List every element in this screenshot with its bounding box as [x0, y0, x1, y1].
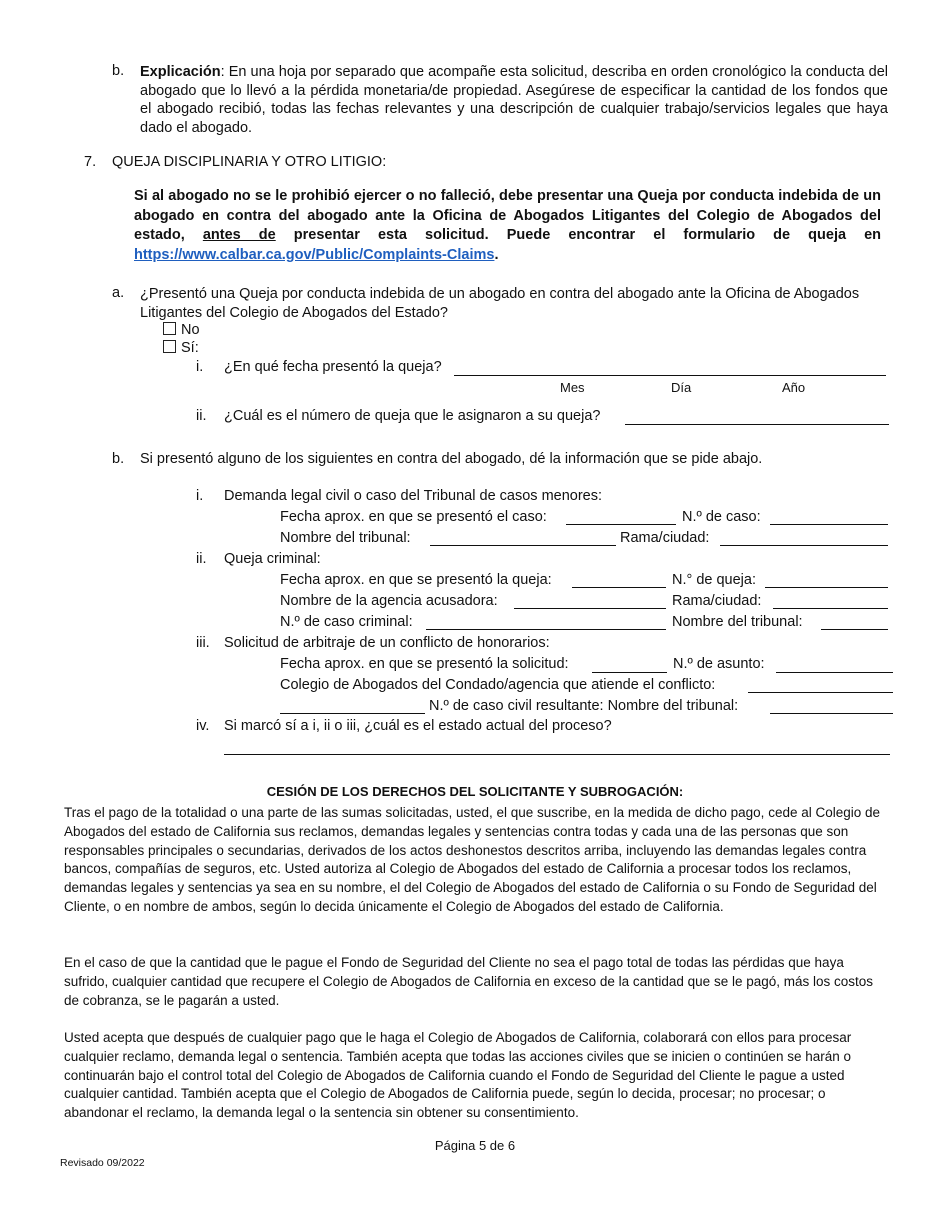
arbitration-date-field[interactable]: [592, 672, 667, 673]
criminal-complaint-field[interactable]: [765, 587, 888, 588]
item-marker: b.: [112, 451, 125, 467]
notice-text-2: presentar esta solicitud. Puede encontrar el formulario de queja en: [293, 227, 882, 243]
complaint-number-field[interactable]: [625, 424, 889, 425]
criminal-complaint-label: N.° de queja:: [672, 572, 756, 588]
item-marker: a.: [112, 285, 125, 301]
complaints-link[interactable]: https://www.calbar.ca.gov/Public/Complaints-Claims: [134, 246, 495, 263]
month-label: Mes: [560, 380, 585, 395]
matter-label: N.º de asunto:: [673, 656, 765, 672]
roman-marker: iii.: [196, 635, 210, 651]
roman-marker: iv.: [196, 718, 210, 734]
question-7b: Si presentó alguno de los siguientes en contra del abogado, dé la información que se pide abajo.: [140, 451, 763, 467]
assignment-paragraph-2: En el caso de que la cantidad que le pague el Fondo de Seguridad del Cliente no sea el pago total de todas las pérdidas que haya sufrido, cualquier cantidad que recupere el Colegio de Abogados de California en exceso de la cantidad que se le pagó, más los costos de cobranza, se le pagarán a usted.: [64, 955, 874, 1008]
criminal-date-label: Fecha aprox. en que se presentó la queja:: [280, 572, 552, 588]
assignment-paragraph-1: Tras el pago de la totalidad o una parte de las sumas solicitadas, usted, el que suscribe, en la medida de dicho pago, cede al Colegio de Abogados del estado de California sus reclamos, demandas legales y sentencias contra todas y cada una de las personas que son responsables principales o secundarias, derivados de los actos deshonestos descritos arriba, incluyendo las demandas legales contra bancos, compañías de seguros, etc. Usted autoriza al Colegio de Abogados del estado de California a procesar todos los reclamos, demandas legales y sentencias ya sea en su nombre, el del Colegio de Abogados del estado de California o su Fondo de Seguridad del Cliente, o en nombre de ambos, según lo decida únicamente el Colegio de Abogados del estado de California.: [64, 805, 881, 914]
explanation-text: : En una hoja por separado que acompañe esta solicitud, describa en orden cronológico la conducta del abogado que lo llevó a la pérdida monetaria/de propiedad. Asegúrese de especificar la cantidad de los fondos que el abogado recibió, todas las fechas relevantes y una descripción de cualquier trabajo/servicios legales que haya dado el abogado.: [140, 64, 888, 136]
yes-checkbox[interactable]: [163, 340, 176, 353]
criminal-court-field[interactable]: [821, 629, 888, 630]
notice-period: .: [494, 246, 499, 263]
criminal-title: Queja criminal:: [224, 551, 321, 567]
option-no-label: No: [181, 322, 200, 338]
civil-result-label: N.º de caso civil resultante: Nombre del tribunal:: [429, 698, 739, 714]
civil-date-label: Fecha aprox. en que se presentó el caso:: [280, 509, 547, 525]
assignment-title: CESIÓN DE LOS DERECHOS DEL SOLICITANTE Y SUBROGACIÓN:: [266, 784, 684, 799]
criminal-branch-label: Rama/ciudad:: [672, 593, 762, 609]
bar-complaint-notice: [134, 187, 881, 265]
explanation-paragraph: [140, 63, 888, 137]
civil-suit-title: Demanda legal civil o caso del Tribunal de casos menores:: [224, 488, 603, 504]
option-no[interactable]: [163, 322, 200, 338]
civil-branch-field[interactable]: [720, 545, 888, 546]
no-checkbox[interactable]: [163, 322, 176, 335]
notice-text: Si al abogado no se le prohibió ejercer o no falleció, debe presentar una Queja por conducta indebida de un abogado en contra del abogado ante la Oficina de Abogados Litigantes del Colegio de Abogados del estado,: [134, 188, 881, 243]
option-yes[interactable]: [163, 340, 199, 356]
civil-court-field[interactable]: [430, 545, 616, 546]
item-marker: b.: [112, 63, 125, 79]
roman-marker: i.: [196, 359, 204, 375]
roman-marker: ii.: [196, 408, 207, 424]
assignment-paragraph-3: Usted acepta que después de cualquier pago que le haga el Colegio de Abogados de California, colaborará con ellos para procesar cualquier reclamo, demanda legal o sentencia. También acepta que todas las acciones civiles que se inicien o continúen se harán o continuarán bajo el control total del Colegio de Abogados de California cuando el Fondo de Seguridad del Cliente le pague a usted cualquier cantidad. También acepta que el Colegio de Abogados de California puede, según lo decida, procesar; no procesar; o abandonar el reclamo, la demanda legal o la sentencia sin obtener su consentimiento.: [64, 1030, 852, 1121]
county-bar-field[interactable]: [748, 692, 893, 693]
civil-result-court-field[interactable]: [770, 713, 893, 714]
criminal-case-label: N.º de caso criminal:: [280, 614, 413, 630]
agency-field[interactable]: [514, 608, 666, 609]
agency-label: Nombre de la agencia acusadora:: [280, 593, 498, 609]
year-label: Año: [782, 380, 806, 395]
county-bar-label: Colegio de Abogados del Condado/agencia que atiende el conflicto:: [280, 677, 716, 693]
day-label: Día: [671, 380, 692, 395]
roman-marker: i.: [196, 488, 204, 504]
criminal-court-label: Nombre del tribunal:: [672, 614, 803, 630]
complaint-number-label: ¿Cuál es el número de queja que le asignaron a su queja?: [224, 408, 601, 424]
criminal-case-field[interactable]: [426, 629, 666, 630]
criminal-branch-field[interactable]: [773, 608, 888, 609]
question-7a: ¿Presentó una Queja por conducta indebida de un abogado en contra del abogado ante la Oficina de Abogados Litigantes del Colegio de Abogados del Estado?: [140, 286, 860, 321]
page-number: Página 5 de 6: [434, 1138, 516, 1153]
arbitration-title: Solicitud de arbitraje de un conflicto de honorarios:: [224, 635, 550, 651]
status-question: Si marcó sí a i, ii o iii, ¿cuál es el estado actual del proceso?: [224, 718, 612, 734]
notice-underlined: antes de: [202, 227, 276, 243]
complaint-date-label: ¿En qué fecha presentó la queja?: [224, 359, 442, 375]
section-heading: QUEJA DISCIPLINARIA Y OTRO LITIGIO:: [112, 154, 387, 170]
roman-marker: ii.: [196, 551, 207, 567]
matter-field[interactable]: [776, 672, 893, 673]
criminal-date-field[interactable]: [572, 587, 666, 588]
civil-case-field[interactable]: [770, 524, 888, 525]
complaint-date-field[interactable]: [454, 375, 886, 376]
arbitration-date-label: Fecha aprox. en que se presentó la solicitud:: [280, 656, 569, 672]
civil-court-label: Nombre del tribunal:: [280, 530, 411, 546]
status-field[interactable]: [224, 754, 890, 755]
civil-result-field[interactable]: [280, 713, 425, 714]
section-number: 7.: [84, 154, 97, 170]
civil-date-field[interactable]: [566, 524, 676, 525]
revision-date: Revisado 09/2022: [60, 1157, 145, 1169]
civil-branch-label: Rama/ciudad:: [620, 530, 710, 546]
civil-case-label: N.º de caso:: [682, 509, 761, 525]
option-yes-label: Sí:: [181, 340, 199, 356]
explanation-title: Explicación: [140, 64, 221, 80]
